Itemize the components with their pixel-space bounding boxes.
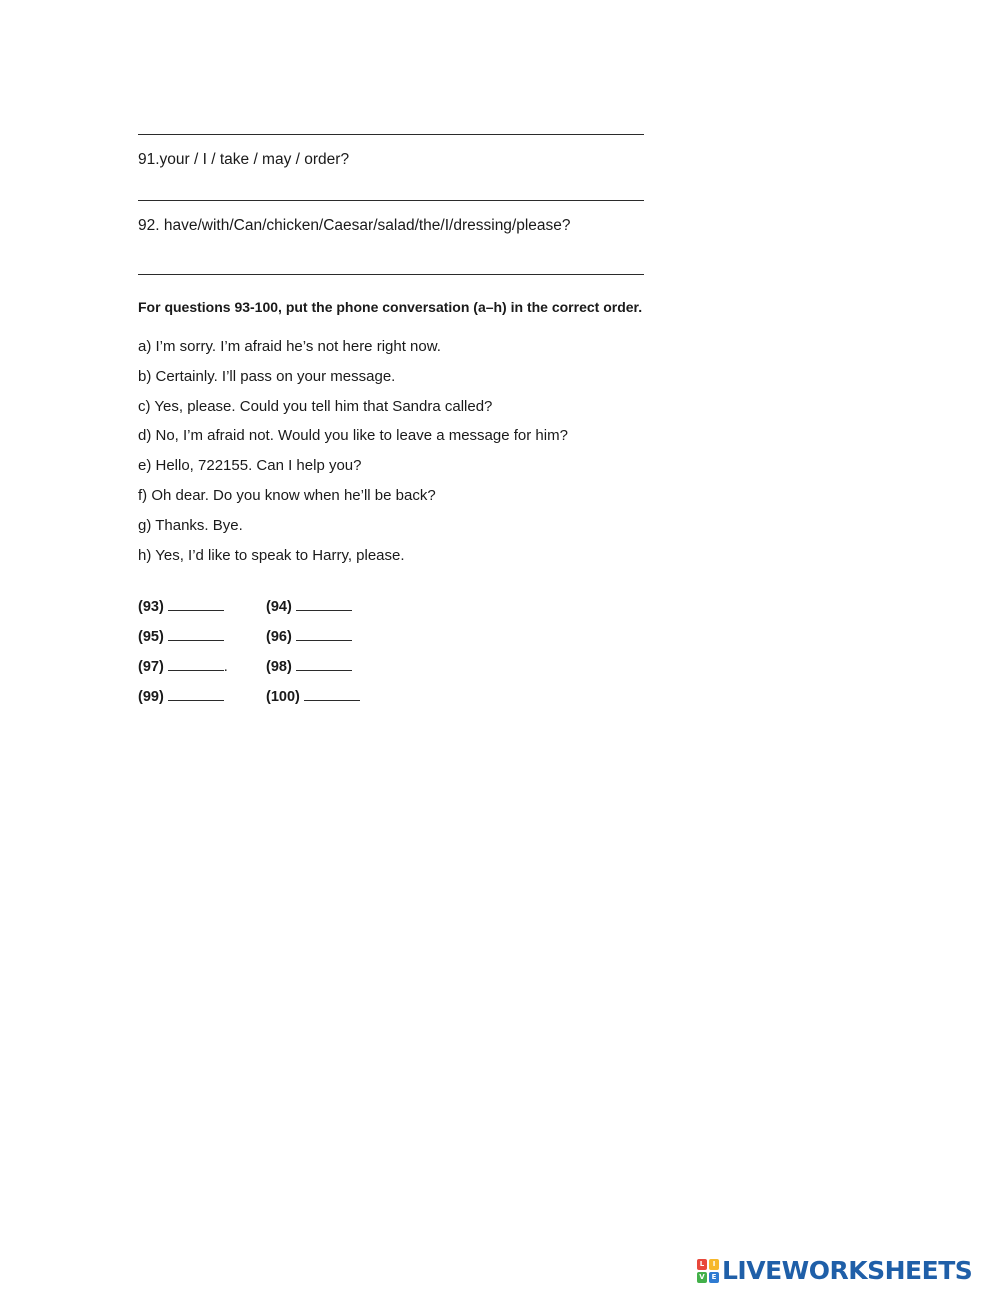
logo-text: LIVEWORKSHEETS xyxy=(722,1256,973,1285)
answer-label-93: (93) xyxy=(138,599,164,615)
answer-93 xyxy=(138,597,224,617)
answer-blank-95[interactable] xyxy=(168,628,224,641)
answer-blank-96[interactable] xyxy=(296,628,352,641)
answer-line-92 xyxy=(138,274,644,275)
logo-mark-icon xyxy=(697,1259,719,1283)
answer-label-99: (99) xyxy=(138,689,164,705)
answer-line-90 xyxy=(138,134,644,135)
answer-label-98: (98) xyxy=(266,659,292,675)
answer-line-91 xyxy=(138,200,644,201)
question-92: 92. have/with/Can/chicken/Caesar/salad/the/I/dressing/please? xyxy=(138,217,571,234)
option-b: b) Certainly. I’ll pass on your message. xyxy=(138,368,396,385)
question-91: 91.your / I / take / may / order? xyxy=(138,151,350,168)
answer-label-97: (97) xyxy=(138,659,164,675)
answer-blank-97[interactable] xyxy=(168,658,224,671)
answer-blank-94[interactable] xyxy=(296,598,352,611)
option-g: g) Thanks. Bye. xyxy=(138,517,243,534)
option-d: d) No, I’m afraid not. Would you like to leave a message for him? xyxy=(138,427,568,444)
answer-blank-100[interactable] xyxy=(304,688,360,701)
answer-94 xyxy=(266,597,352,617)
answer-label-95: (95) xyxy=(138,629,164,645)
answer-label-96: (96) xyxy=(266,629,292,645)
answer-blank-98[interactable] xyxy=(296,658,352,671)
answer-label-100: (100) xyxy=(266,689,300,705)
answer-96 xyxy=(266,627,352,647)
answer-99 xyxy=(138,687,224,707)
logo-letter-i: I xyxy=(709,1259,719,1270)
option-e: e) Hello, 722155. Can I help you? xyxy=(138,457,362,474)
liveworksheets-logo xyxy=(697,1257,972,1285)
answer-98 xyxy=(266,657,352,677)
answer-blank-93[interactable] xyxy=(168,598,224,611)
option-c: c) Yes, please. Could you tell him that Sandra called? xyxy=(138,398,493,415)
answer-100 xyxy=(266,687,360,707)
option-h: h) Yes, I’d like to speak to Harry, please. xyxy=(138,547,405,564)
option-a: a) I’m sorry. I’m afraid he’s not here right now. xyxy=(138,338,441,355)
answer-97 xyxy=(138,657,228,677)
option-f: f) Oh dear. Do you know when he’ll be back? xyxy=(138,487,436,504)
answer-suffix-97: . xyxy=(223,659,228,675)
instruction-text: For questions 93-100, put the phone conversation (a–h) in the correct order. xyxy=(138,299,643,315)
answer-blank-99[interactable] xyxy=(168,688,224,701)
logo-letter-v: V xyxy=(697,1272,707,1283)
logo-letter-l: L xyxy=(697,1259,707,1270)
logo-letter-e: E xyxy=(709,1272,719,1283)
answer-label-94: (94) xyxy=(266,599,292,615)
answer-95 xyxy=(138,627,224,647)
